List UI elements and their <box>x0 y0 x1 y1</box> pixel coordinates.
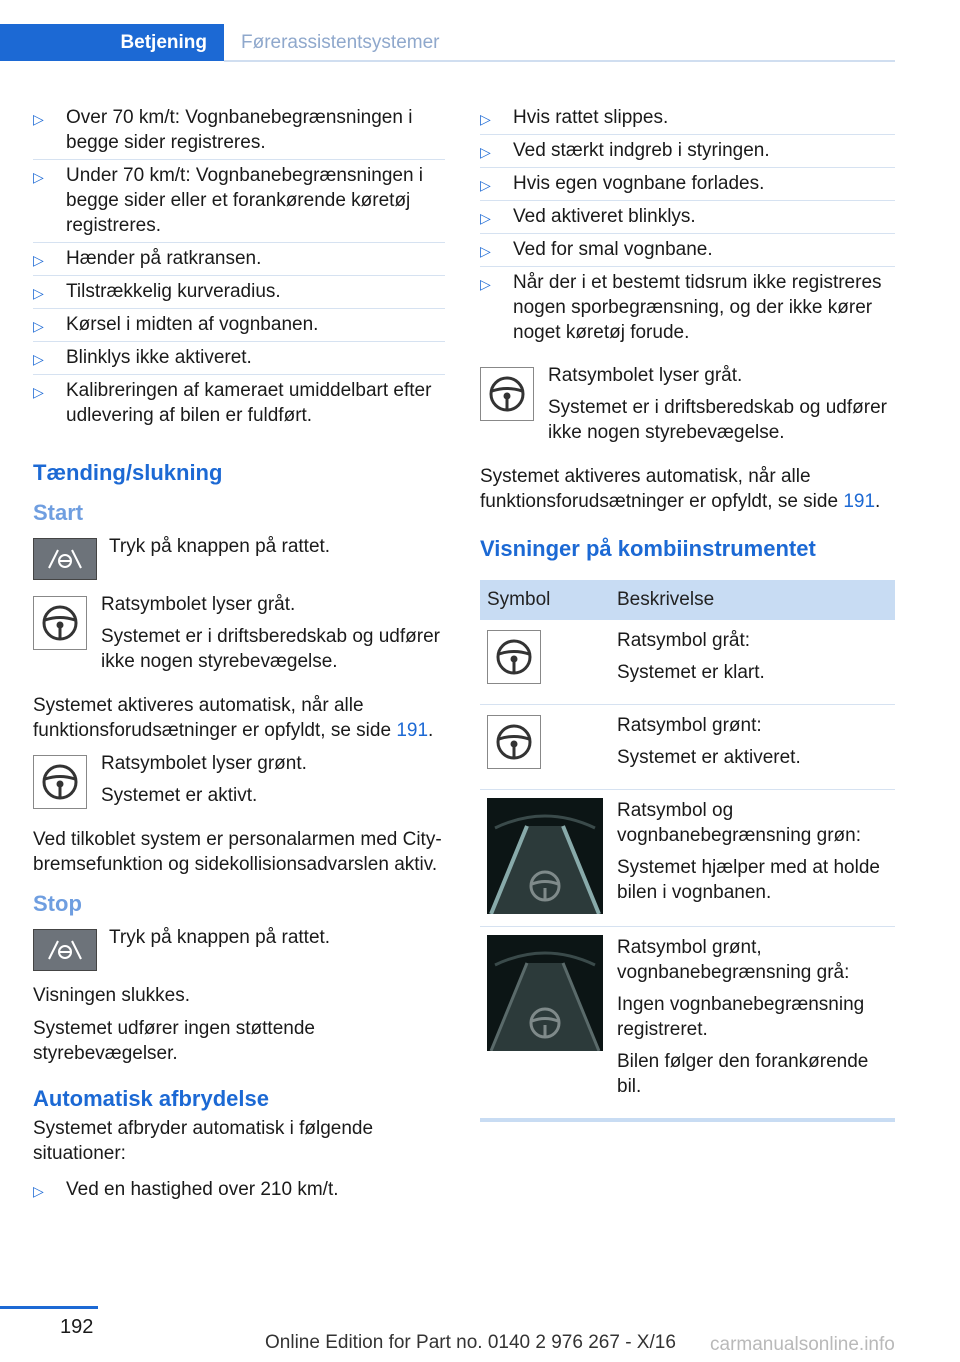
list-item: ▷ Når der i et bestemt tidsrum ikke registreres nogen sporbegrænsning, og der ikke kører noget køretøj forude. <box>480 272 882 343</box>
table-row: Ratsymbol gråt: Systemet er klart. <box>480 620 895 705</box>
header-rule <box>224 60 895 62</box>
list-item: ▷ Tilstrækkelig kurveradius. <box>33 276 445 309</box>
list-item: ▷ Kalibreringen af kameraet umiddelbart efter udlevering af bilen er fuldført. <box>33 380 432 426</box>
table-row: Ratsymbol og vognbanebegrænsning grøn: Systemet hjælper med at holde bilen i vognbanen. <box>480 790 895 927</box>
table-row: Ratsymbol grønt, vognbanebegrænsning grå: Ingen vognbanebegrænsning registreret. Bilen følger den forankørende bil. <box>480 927 895 1121</box>
table-row: Ratsymbol grønt: Systemet er aktiveret. <box>480 705 895 790</box>
triangle-right-icon: ▷ <box>480 243 491 259</box>
start-green-row <box>33 751 445 815</box>
right-cancel-list <box>480 102 895 349</box>
page-header <box>0 0 895 62</box>
page-link-191[interactable]: 191 <box>843 491 876 512</box>
coupled-system-text: Ved tilkoblet system er personalarmen med City-bremsefunktion og sidekollisionsadvarslen aktiv. <box>33 829 442 875</box>
heading-visninger: Visninger på kombiinstrumentet <box>480 536 816 561</box>
lane-assist-button-icon <box>33 538 97 580</box>
left-conditions-list <box>33 102 445 432</box>
lane-assist-button-icon <box>33 929 97 971</box>
grey-status-text: Ratsymbolet lyser gråt. <box>101 594 296 615</box>
start-button-row <box>33 534 445 580</box>
auto-activate-text: Systemet aktiveres automatisk, når alle funktionsforudsætninger er opfyldt, se side 191. <box>480 466 881 512</box>
display-symbols-table <box>480 580 895 1122</box>
list-item: ▷ Hvis rattet slippes. <box>480 102 895 135</box>
lane-display-green-icon <box>487 798 603 914</box>
heading-start: Start <box>33 500 84 525</box>
header-tab-forerassistent: Førerassistentsystemer <box>241 31 440 53</box>
heading-taending-slukning: Tænding/slukning <box>33 460 223 485</box>
grey-status-text: Ratsymbolet lyser gråt. <box>548 365 743 386</box>
right-column <box>480 102 895 1122</box>
list-item: ▷ Under 70 km/t: Vognbanebegrænsningen i begge sider eller et forankørende køretøj registreres. <box>33 160 445 243</box>
lane-display-grey-icon <box>487 935 603 1051</box>
watermark: carmanualsonline.info <box>710 1334 895 1355</box>
heading-automatisk-afbrydelse: Automatisk afbrydelse <box>33 1086 269 1111</box>
stop-press-text: Tryk på knappen på rattet. <box>109 927 331 948</box>
table-header-row <box>480 580 895 620</box>
triangle-right-icon: ▷ <box>33 252 44 268</box>
right-grey-row <box>480 363 895 452</box>
green-status-desc: Systemet er aktivt. <box>101 785 258 806</box>
edition-text: Online Edition for Part no. 0140 2 976 267 - X/16 <box>265 1332 676 1353</box>
list-item: ▷ Ved stærkt indgreb i styringen. <box>480 135 895 168</box>
triangle-right-icon: ▷ <box>33 318 44 334</box>
triangle-right-icon: ▷ <box>33 111 44 127</box>
steering-wheel-icon <box>33 596 87 650</box>
stop-no-support-text: Systemet udfører ingen støttende styrebevægelser. <box>33 1018 315 1064</box>
list-item: ▷ Over 70 km/t: Vognbanebegrænsningen i begge sider registreres. <box>33 102 445 160</box>
page-link-191[interactable]: 191 <box>396 720 429 741</box>
list-item: ▷ Hvis egen vognbane forlades. <box>480 168 895 201</box>
list-item: ▷ Ved en hastighed over 210 km/t. <box>33 1174 445 1206</box>
triangle-right-icon: ▷ <box>480 111 491 127</box>
triangle-right-icon: ▷ <box>480 210 491 226</box>
steering-wheel-icon <box>480 367 534 421</box>
auto-cancel-list <box>33 1174 445 1206</box>
stop-off-text: Visningen slukkes. <box>33 985 191 1006</box>
grey-status-desc: Systemet er i driftsberedskab og udfører ikke nogen styrebevægelse. <box>548 397 887 443</box>
auto-activate-text: Systemet aktiveres automatisk, når alle funktionsforudsætninger er opfyldt, se side 191. <box>33 695 434 741</box>
list-item: ▷ Blinklys ikke aktiveret. <box>33 342 445 375</box>
heading-stop: Stop <box>33 891 82 916</box>
steering-wheel-icon <box>33 755 87 809</box>
triangle-right-icon: ▷ <box>480 177 491 193</box>
steering-wheel-icon <box>487 630 541 684</box>
start-grey-row <box>33 592 445 681</box>
list-item: ▷ Hænder på ratkransen. <box>33 243 445 276</box>
triangle-right-icon: ▷ <box>33 384 44 400</box>
list-item: ▷ Ved for smal vognbane. <box>480 234 895 267</box>
triangle-right-icon: ▷ <box>33 351 44 367</box>
steering-wheel-icon <box>487 715 541 769</box>
footer-rule <box>0 1306 98 1309</box>
grey-status-desc: Systemet er i driftsberedskab og udfører ikke nogen styrebevægelse. <box>101 626 440 672</box>
triangle-right-icon: ▷ <box>480 276 491 292</box>
column-header-symbol: Symbol <box>480 580 610 620</box>
triangle-right-icon: ▷ <box>480 144 491 160</box>
list-item: ▷ Kørsel i midten af vognbanen. <box>33 309 445 342</box>
triangle-right-icon: ▷ <box>33 1183 44 1199</box>
stop-button-row <box>33 925 445 971</box>
column-header-description: Beskrivelse <box>610 580 895 620</box>
left-column <box>33 102 445 1206</box>
list-item: ▷ Ved aktiveret blinklys. <box>480 201 895 234</box>
triangle-right-icon: ▷ <box>33 285 44 301</box>
triangle-right-icon: ▷ <box>33 169 44 185</box>
header-tab-betjening: Betjening <box>0 24 224 61</box>
start-press-text: Tryk på knappen på rattet. <box>109 536 331 557</box>
auto-cancel-intro: Systemet afbryder automatisk i følgende situationer: <box>33 1118 374 1164</box>
page-number: 192 <box>60 1316 94 1338</box>
green-status-text: Ratsymbolet lyser grønt. <box>101 753 307 774</box>
